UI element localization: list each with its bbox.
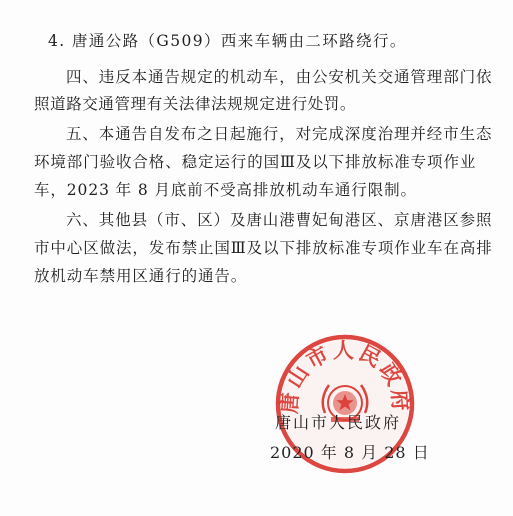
signature-organization: 唐山市人民政府: [275, 413, 402, 432]
svg-text:唐山市人民政府: 唐山市人民政府: [276, 337, 414, 415]
item-4-text: 4. 唐通公路（G509）西来车辆由二环路绕行。: [48, 32, 407, 50]
paragraph-4-line-2: 照道路交通管理有关法律法规规定进行处罚。: [34, 95, 357, 113]
paragraph-6-line-1: 六、其他县（市、区）及唐山港曹妃甸港区、京唐港区参照: [66, 211, 493, 229]
paragraph-5-line-1: 五、本通告自发布之日起施行，对完成深度治理并经市生态: [66, 125, 493, 143]
paragraph-4-line-1: 四、违反本通告规定的机动车，由公安机关交通管理部门依: [66, 68, 493, 86]
paragraph-5-line-3: 车，2023 年 8 月底前不受高排放机动车通行限制。: [34, 181, 417, 199]
paragraph-6-line-3: 放机动车禁用区通行的通告。: [34, 267, 248, 285]
paragraph-5-line-2: 环境部门验收合格、稳定运行的国Ⅲ及以下排放标准专项作业: [34, 153, 477, 171]
signature-date: 2020 年 8 月 28 日: [270, 443, 430, 462]
paragraph-6-line-2: 市中心区做法，发布禁止国Ⅲ及以下排放标准专项作业车在高排: [34, 239, 493, 257]
